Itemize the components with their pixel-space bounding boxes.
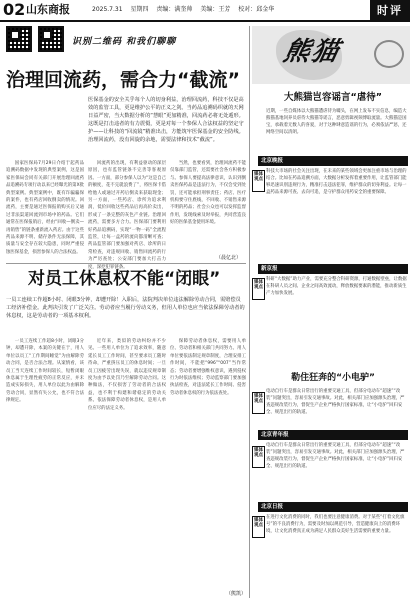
article2-byline: （熊凯）: [226, 591, 247, 597]
article2-paragraph: 近年来，类似的劳动纠纷并不少见。一些用人单位为了追求效率，随意延长员工工作时间，甚至要求员工随时待命，严重挤压员工的休息时间；一旦员工因疲劳出现失误，就以违反规章制度为由予以处罚乃至解除劳动合同。这种做法，不仅损害了劳动者的合法权益，也不利于构建和谐稳定的劳动关系。依法保障劳动者休息权，是用人单位应尽的法定义务。: [88, 339, 166, 411]
item4-body-continued: 电动自行车是群众日常出行的重要交通工具，但部分电动车“超速”“改装”问题突出，容易引发交通事故。对此，相关部门应加强源头治理，严查违规改装行为，督促生产企业严格执行国家标准，让“小电驴”回归安全、规范出行的轨道。: [266, 443, 405, 469]
item4-tag: 媒体观点: [252, 392, 265, 414]
item5-tag: 媒体观点: [252, 516, 265, 538]
proofreader-credit: 校对：邱金华: [238, 6, 275, 13]
item4-title: 勒住狂奔的“小电驴”: [291, 373, 375, 383]
banner-ring-icon: [374, 40, 404, 68]
item2-source: 北京晚报: [258, 156, 408, 166]
article-divider: [6, 263, 246, 264]
item4-tag-secondary: 媒体观点: [252, 446, 265, 468]
article2-intro: 一员工连续工作超8小时、闭眼3分钟，却遭开除！入职后，法院判决单位违法解除劳动合同，需赔偿员工经济补偿金。此判决引发了广泛关注。劳动者应当履行劳动义务，但用人单位也应当依法保障劳动者的休息权，这是劳动者的一项基本权利。: [6, 297, 245, 319]
qr-caption: 识别二维码 和我们聊聊: [72, 37, 177, 47]
qr-code-icon[interactable]: [6, 26, 32, 52]
article1-byline: （晨亿北）: [216, 255, 242, 261]
item3-tag: 媒体观点: [252, 278, 265, 300]
qr-strip: [6, 26, 246, 56]
item5-source: 北京日报: [258, 502, 408, 512]
issue-weekday: 星期四: [130, 6, 149, 13]
article1-intro: 医保基金的安全关乎每个人的切身利益，治理回流药，科技不仅是高效的监管工具，更是维护公平的正义之剑。当药品追溯码织就的天网日益严密，当大数据分析的“慧眼”更加精准，回流药必将无处遁形。这既是打击违者的有力震慑，更是对每一个参保人合法权益的坚定守护——让科技的“回流镜”精准出击，方能筑牢医保基金的安全防线。治理回流药，没有回旋的余地，需要法律和技术“截流”。: [88, 97, 244, 143]
article2-body-col2: [88, 338, 166, 596]
issue-meta: [92, 6, 280, 14]
item5-body: 在进行文化消费的同时，我们也要注意健康消费。对于某些“打着文化旗号”的不良消费行为，需要及时加以规范引导，营造健康向上的消费环境，让文化消费真正成为满足人民群众美好生活需要的重要力量。: [266, 515, 405, 534]
article1-paragraph: 当然，也要看到，治理回流药不能仅靠部门监管，还需要社会各方积极参与。参保人要提高法律意识，认识到倒卖医保药品是违法行为，不仅会受到处罚，还可能承担刑事责任；药店、医疗机构要守住底线，不回收、不销售来源不明的药品；社会公众也可以发挥监督作用，发现线索及时举报，共同营造良好的医保基金使用环境。: [170, 161, 246, 226]
item1-title: 大熊猫岂容谣言“虐待”: [284, 92, 382, 103]
article2-body-col3: [170, 338, 246, 588]
item3-body: 科研“大数据”助力产业，需要充分整合科研资源，打通数据壁垒，让数据在科研人员之间、企业之间高效流动，释放数据要素的潜能，推动新质生产力加快发展。: [266, 277, 407, 296]
editor-credit: 责编：满奎帅: [156, 6, 193, 13]
article1-body-col1: [6, 160, 84, 260]
designer-credit: 美编：王芳: [200, 6, 231, 13]
article1-body-col2: [88, 160, 166, 270]
column-divider: [249, 26, 250, 598]
article1-body-col3: [170, 160, 246, 252]
article1-paragraph: 国家医保局7月29日介绍于起药品追溯码数据中发现的典型案例，这是国家医保局会同有关部门开展治理回流药品追溯码专项行动以来已经曝光的第X批典型案例。典型案例中，既有诈骗骗保的案件，也有药店回收倒卖的情况。回流药，主要是通过医保报销购买后又通过非法渠道回流到市场中的药品。它们通常在医保报销后，经由“回收—倒卖—再销售”的链条重新流入药店。由于这些药品来源不明、储存条件无法保障，其质量与安全存在较大隐患，同时严重侵蚀医保基金，损害参保人的合法权益。: [6, 161, 84, 255]
masthead: [0, 0, 410, 22]
commentary-banner: [252, 26, 410, 84]
article2-body-col1: [6, 338, 84, 596]
item4-body: 电动自行车是群众日常出行的重要交通工具，但部分电动车“超速”“改装”问题突出，容易引发交通事故。对此，相关部门应加强源头治理，严查违规改装行为，督促生产企业严格执行国家标准，让“小电驴”回归安全、规范出行的轨道。: [266, 389, 405, 415]
item2-tag: 媒体观点: [252, 170, 265, 192]
banner-title: 熊猫: [280, 37, 344, 67]
article1-headline: 治理回流药，需合力“截流”: [6, 69, 240, 91]
article2-paragraph: 保障劳动者休息权，需要用人单位、劳动者和相关部门共同努力。用人单位要依法制定规章制度，合理安排工作时间，不能把“996”“007”当作常态；劳动者要增强维权意识，遇到侵权行为时依法维权；劳动监察部门要加强执法检查，对违法延长工作时间、侵害劳动者休息权的行为依法查处。: [170, 339, 246, 396]
page-number: 02: [3, 0, 26, 19]
article2-paragraph: 一员工连续工作超8小时，闭眼3分钟，却遭开除，本案的关键在于，用人单位以员工“工作期间睡觉”为由解除劳动合同，是否合法合理。从案情看，该员工当天连续工作时间较长，短暂闭眼休息属于生理性疲劳的正常反应，并未造成实际损失，用人单位以此为由解除劳动合同，显然有失公允，也不符合法律规定。: [6, 339, 84, 404]
issue-date: 2025.7.31: [92, 6, 123, 13]
paper-name: 山东商报: [26, 3, 70, 16]
qr-code-icon[interactable]: [38, 26, 64, 52]
article2-headline: 对员工休息权不能“闭眼”: [28, 269, 221, 289]
item2-body: 科技大市场的社会关注出现，在未来的某些领域会更加注重市场与治理的结合。比如在药品追溯方面，大数据分析发挥着重要作用，让监管部门能够迅速识别违规行为，精准打击违法犯罪，维护群众的切身利益。让每一盒药品来源可查、去向可追，是守护群众用药安全的重要保障。: [266, 169, 407, 195]
item4-source: 北京青年报: [258, 430, 408, 440]
section-tag: 时评: [370, 0, 410, 21]
item1-body: 近期，一些自媒体以大熊猫遭虐待为噱头，在网上发布不实信息，编造大熊猫基地饲养员虐待大熊猫等谣言，恶意剪辑视频博取流量。大熊猫是国宝，承载着无数人的喜爱，对于这种肆意造谣的行为，必须依法严惩，还网络空间以清朗。: [266, 109, 407, 135]
item3-source: 新京报: [258, 264, 408, 274]
article1-paragraph: 回流药的出现，有利益驱动的深层原因，也有监管链条不完善等客观原因。一方面，部分参保人以为“这是自己的额度，花不完就浪费了”，将医保卡借给他人或通过开药后倒卖来获取现金；另一方面，一些药店、诊所为追求利润，低价回收这些药品后再高价卖出，形成了一条完整的灰色产业链。治理回流药，需要多方合力。医保部门要利用好药品追溯码，实现“一物一码”全流程监管，让每一盒药的流向都清晰可查；药品监管部门要加强对药店、诊所的日常检查，对违规回收、销售回流药的行为严厉查处；公安部门要加大打击力度，深挖犯罪链条。: [88, 161, 166, 270]
